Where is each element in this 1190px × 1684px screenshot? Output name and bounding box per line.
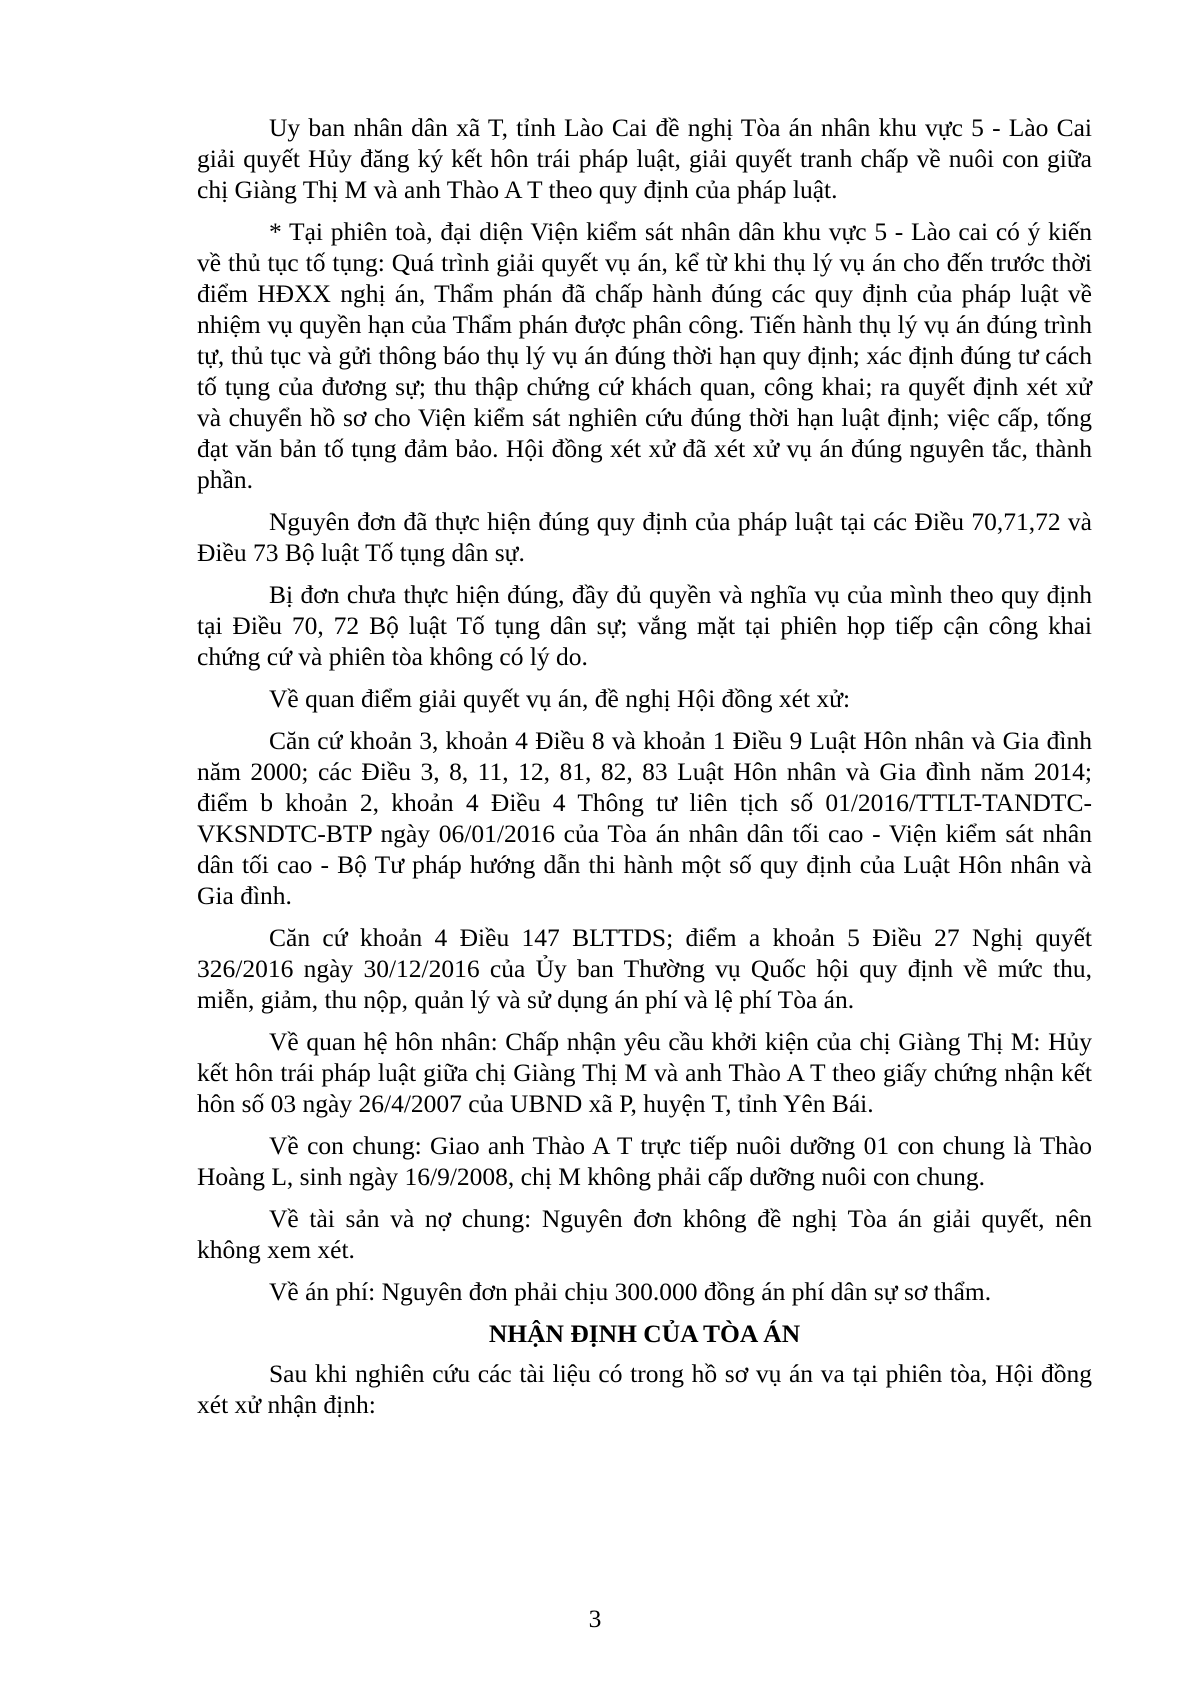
document-page — [197, 112, 1092, 1431]
paragraph-marriage-relation: Về quan hệ hôn nhân: Chấp nhận yêu cầu khởi kiện của chị Giàng Thị M: Hủy kết hôn trái pháp luật giữa chị Giàng Thị M và anh Thào A T theo giấy chứng nhận kết hôn số 03 ngày 26/4/2007 của UBND xã P, huyện T, tỉnh Yên Bái. — [197, 1027, 1092, 1118]
page-number: 3 — [588, 1604, 602, 1633]
paragraph-procurator-opinion: * Tại phiên toà, đại diện Viện kiểm sát nhân dân khu vực 5 - Lào cai có ý kiến về thủ tục tố tụng: Quá trình giải quyết vụ án, kể từ khi thụ lý vụ án cho đến trước thời điểm HĐXX nghị án, Thẩm phán đã chấp hành đúng các quy định của pháp luật về nhiệm vụ quyền hạn của Thẩm phán được phân công. Tiến hành thụ lý vụ án đúng trình tự, thủ tục và gửi thông báo thụ lý vụ án đúng thời hạn quy định; xác định đúng tư cách tố tụng của đương sự; thu thập chứng cứ khách quan, công khai; ra quyết định xét xử và chuyển hồ sơ cho Viện kiểm sát nghiên cứu đúng thời hạn luật định; việc cấp, tống đạt văn bản tố tụng đảm bảo. Hội đồng xét xử đã xét xử vụ án đúng nguyên tắc, thành phần. — [197, 217, 1092, 494]
paragraph-common-child: Về con chung: Giao anh Thào A T trực tiếp nuôi dưỡng 01 con chung là Thào Hoàng L, sinh ngày 16/9/2008, chị M không phải cấp dưỡng nuôi con chung. — [197, 1131, 1092, 1191]
paragraph-legal-basis-fees: Căn cứ khoản 4 Điều 147 BLTTDS; điểm a khoản 5 Điều 27 Nghị quyết 326/2016 ngày 30/12/2016 của Ủy ban Thường vụ Quốc hội quy định về mức thu, miễn, giảm, thu nộp, quản lý và sử dụng án phí và lệ phí Tòa án. — [197, 923, 1092, 1014]
paragraph-ubnd-request: Uy ban nhân dân xã T, tỉnh Lào Cai đề nghị Tòa án nhân khu vực 5 - Lào Cai giải quyết Hủy đăng ký kết hôn trái pháp luật, giải quyết tranh chấp về nuôi con giữa chị Giàng Thị M và anh Thào A T theo quy định của pháp luật. — [197, 113, 1092, 204]
paragraph-defendant-compliance: Bị đơn chưa thực hiện đúng, đầy đủ quyền và nghĩa vụ của mình theo quy định tại Điều 70, 72 Bộ luật Tố tụng dân sự; vắng mặt tại phiên họp tiếp cận công khai chứng cứ và phiên tòa không có lý do. — [197, 580, 1092, 671]
paragraph-property-debt: Về tài sản và nợ chung: Nguyên đơn không đề nghị Tòa án giải quyết, nên không xem xét. — [197, 1204, 1092, 1264]
paragraph-plaintiff-compliance: Nguyên đơn đã thực hiện đúng quy định của pháp luật tại các Điều 70,71,72 và Điều 73 Bộ luật Tố tụng dân sự. — [197, 507, 1092, 567]
paragraph-legal-basis-marriage: Căn cứ khoản 3, khoản 4 Điều 8 và khoản 1 Điều 9 Luật Hôn nhân và Gia đình năm 2000; các Điều 3, 8, 11, 12, 81, 82, 83 Luật Hôn nhân và Gia đình năm 2014; điểm b khoản 2, khoản 4 Điều 4 Thông tư liên tịch số 01/2016/TTLT-TANDTC-VKSNDTC-BTP ngày 06/01/2016 của Tòa án nhân dân tối cao - Viện kiểm sát nhân dân tối cao - Bộ Tư pháp hướng dẫn thi hành một số quy định của Luật Hôn nhân và Gia đình. — [197, 726, 1092, 910]
paragraph-court-assessment: Sau khi nghiên cứu các tài liệu có trong hồ sơ vụ án va tại phiên tòa, Hội đồng xét xử nhận định: — [197, 1359, 1092, 1419]
paragraph-resolution-view: Về quan điểm giải quyết vụ án, đề nghị Hội đồng xét xử: — [269, 684, 851, 713]
section-heading: NHẬN ĐỊNH CỦA TÒA ÁN — [488, 1319, 801, 1348]
paragraph-court-fee: Về án phí: Nguyên đơn phải chịu 300.000 đồng án phí dân sự sơ thẩm. — [269, 1277, 992, 1306]
